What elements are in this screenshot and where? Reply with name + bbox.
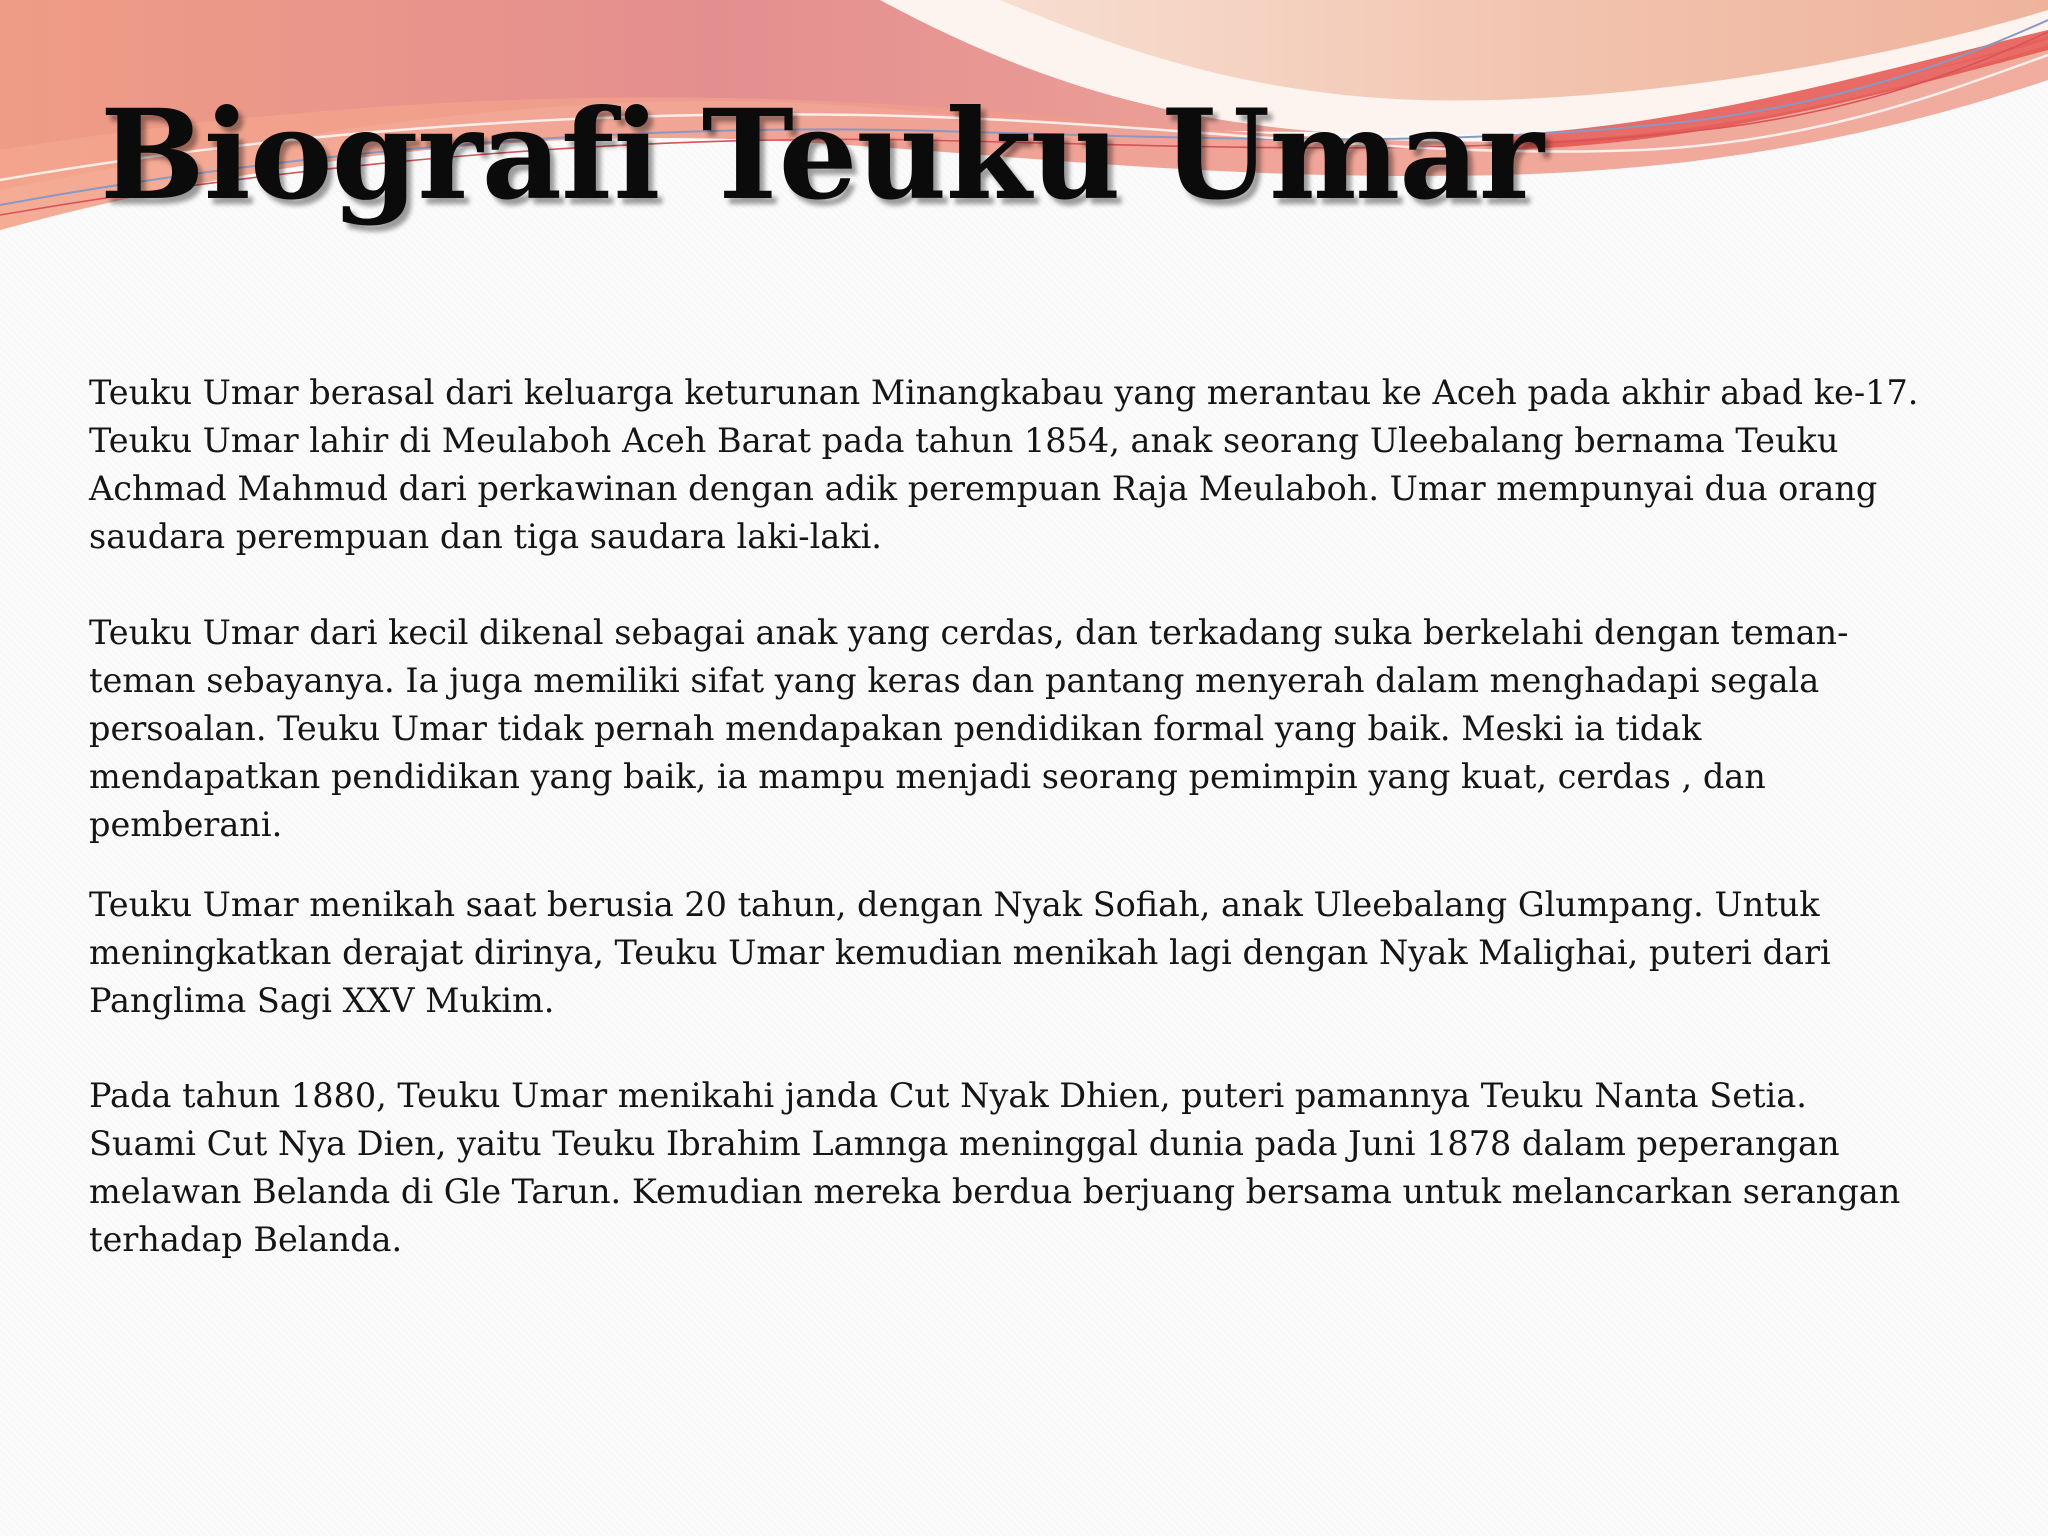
slide-title: Biografi Teuku Umar [100,83,1543,228]
paragraph-cut-nyak-dhien: Pada tahun 1880, Teuku Umar menikahi janda Cut Nyak Dhien, puteri pamannya Teuku Nanta Setia. Suami Cut Nya Dien, yaitu Teuku Ibrahim Lamnga meninggal dunia pada Juni 1878 dalam peperangan melawan Belanda di Gle Tarun. Kemudian mereka berdua berjuang bersama untuk melancarkan serangan terhadap Belanda. [89,1076,1901,1259]
paragraph-origin: Teuku Umar berasal dari keluarga keturunan Minangkabau yang merantau ke Aceh pada akhir abad ke-17. Teuku Umar lahir di Meulaboh Aceh Barat pada tahun 1854, anak seorang Uleebalang bernama Teuku Achmad Mahmud dari perkawinan dengan adik perempuan Raja Meulaboh. Umar mempunyai dua orang saudara perempuan dan tiga saudara laki-laki. [89,373,1919,556]
paragraph-marriage: Teuku Umar menikah saat berusia 20 tahun, dengan Nyak Sofiah, anak Uleebalang Glumpang. Untuk meningkatkan derajat dirinya, Teuku Umar kemudian menikah lagi dengan Nyak Malighai, puteri dari Panglima Sagi XXV Mukim. [89,885,1831,1020]
paragraph-childhood: Teuku Umar dari kecil dikenal sebagai anak yang cerdas, dan terkadang suka berkelahi dengan teman-teman sebayanya. Ia juga memiliki sifat yang keras dan pantang menyerah dalam menghadapi segala persoalan. Teuku Umar tidak pernah mendapakan pendidikan formal yang baik. Meski ia tidak mendapatkan pendidikan yang baik, ia mampu menjadi seorang pemimpin yang kuat, cerdas , dan pemberani. [89,613,1849,844]
